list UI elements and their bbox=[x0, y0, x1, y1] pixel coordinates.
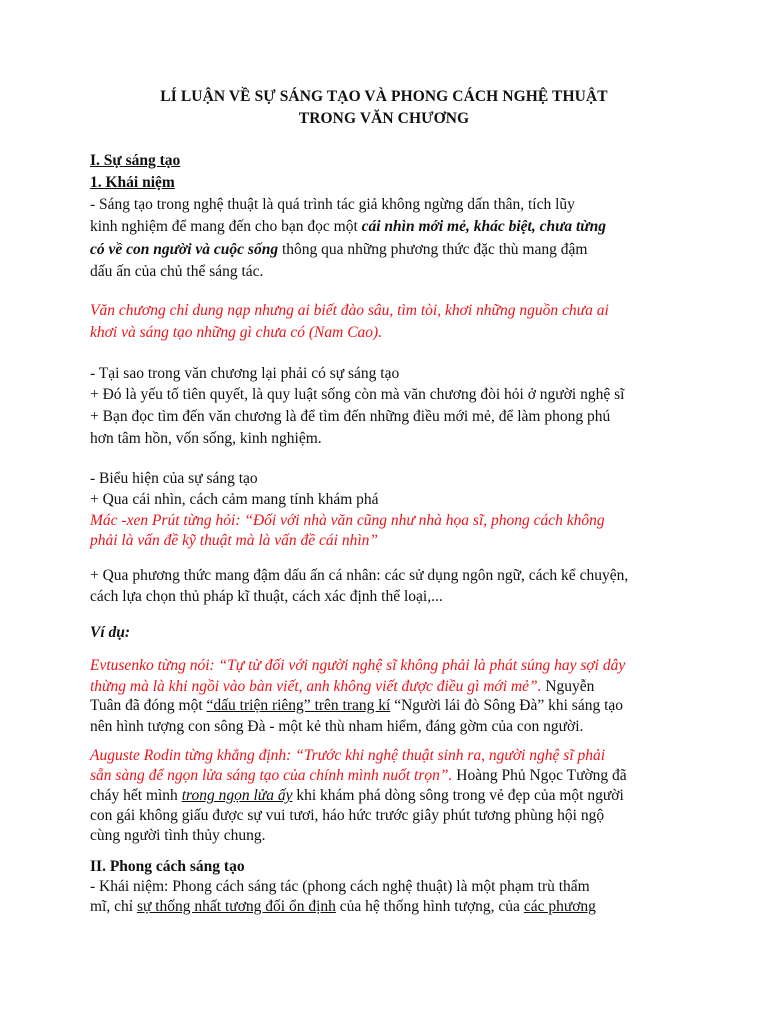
example-text: “Người lái đò Sông Đà” khi sáng tạo bbox=[390, 697, 624, 714]
document-title-line2: TRONG VĂN CHƯƠNG bbox=[298, 110, 470, 127]
section2-heading: II. Phong cách sáng tạo bbox=[90, 858, 245, 875]
style-underlined: các phương bbox=[523, 898, 596, 915]
subsection-heading: 1. Khái niệm bbox=[90, 174, 175, 191]
example-line bbox=[90, 696, 623, 716]
example-quote: thừng mà là khi ngồi vào bàn viết, anh không viết được điều gì mới mẻ”. bbox=[90, 678, 542, 695]
example-quote: sẵn sàng để ngọn lửa sáng tạo của chính mình nuốt trọn”. bbox=[90, 767, 453, 784]
example-text: Hoàng Phủ Ngọc Tường đã bbox=[452, 767, 627, 784]
why-item: hơn tâm hồn, vốn sống, kinh nghiệm. bbox=[90, 430, 322, 447]
example-underlined: “dấu triện riêng” trên trang kí bbox=[206, 697, 391, 714]
quote-line: phải là vấn đề kỹ thuật mà là vấn đề cái nhìn” bbox=[90, 532, 378, 549]
example-line: Evtusenko từng nói: “Tự từ đối với người nghệ sĩ không phải là phát súng hay sợi dây bbox=[90, 657, 626, 674]
method-line: cách lựa chọn thủ pháp kĩ thuật, cách xác định thể loại,... bbox=[90, 588, 443, 605]
quote-line: Mác -xen Prút từng hỏi: “Đối với nhà văn cũng như nhà họa sĩ, phong cách không bbox=[90, 512, 605, 529]
concept-emphasis: có về con người và cuộc sống bbox=[90, 241, 279, 258]
example-text: Tuân đã đóng một bbox=[90, 697, 207, 714]
concept-text: thông qua những phương thức đặc thù mang đậm bbox=[278, 241, 588, 258]
concept-line: - Sáng tạo trong nghệ thuật là quá trình tác giả không ngừng dấn thân, tích lũy bbox=[90, 196, 575, 213]
example-line bbox=[90, 786, 624, 806]
why-item: - Tại sao trong văn chương lại phải có sự sáng tạo bbox=[90, 365, 400, 382]
document-title-line1: LÍ LUẬN VỀ SỰ SÁNG TẠO VÀ PHONG CÁCH NGHỆ THUẬT bbox=[160, 88, 608, 105]
style-line bbox=[90, 897, 596, 917]
example-line: nên hình tượng con sông Đà - một kẻ thù nham hiểm, đáng gờm của con người. bbox=[90, 718, 584, 735]
concept-line: dấu ấn của chủ thể sáng tác. bbox=[90, 263, 264, 280]
concept-text: kinh nghiệm để mang đến cho bạn đọc một bbox=[90, 218, 362, 235]
example-line: con gái không giấu được sự vui tươi, háo hức trước giây phút tương phùng hội ngộ bbox=[90, 807, 605, 824]
method-line: + Qua phương thức mang đậm dấu ấn cá nhân: các sử dụng ngôn ngữ, cách kể chuyện, bbox=[90, 567, 629, 584]
style-text: mĩ, chỉ bbox=[90, 898, 137, 915]
example-text: cháy hết mình bbox=[90, 787, 182, 804]
example-text: khi khám phá dòng sông trong vẻ đẹp của một người bbox=[292, 787, 624, 804]
example-text: Nguyễn bbox=[541, 678, 595, 695]
example-underlined: trong ngọn lửa ấy bbox=[181, 787, 293, 804]
example-line: cùng người tình thủy chung. bbox=[90, 827, 266, 844]
why-item: + Bạn đọc tìm đến văn chương là để tìm đến những điều mới mẻ, để làm phong phú bbox=[90, 408, 611, 425]
expression-item: + Qua cái nhìn, cách cảm mang tính khám phá bbox=[90, 491, 379, 508]
quote-line: khơi và sáng tạo những gì chưa có (Nam Cao). bbox=[90, 324, 383, 341]
quote-line: Văn chương chỉ dung nạp nhưng ai biết đào sâu, tìm tòi, khơi những nguồn chưa ai bbox=[90, 302, 609, 319]
style-underlined: sự thống nhất tương đối ổn định bbox=[136, 898, 336, 915]
section1-heading: I. Sự sáng tạo bbox=[90, 152, 181, 169]
example-line bbox=[90, 766, 627, 786]
expression-item: - Biểu hiện của sự sáng tạo bbox=[90, 470, 258, 487]
concept-line bbox=[90, 240, 587, 260]
why-item: + Đó là yếu tố tiên quyết, là quy luật sống còn mà văn chương đòi hỏi ở người nghệ sĩ bbox=[90, 386, 625, 403]
style-text: của hệ thống hình tượng, của bbox=[335, 898, 524, 915]
concept-line bbox=[90, 217, 606, 237]
style-line: - Khái niệm: Phong cách sáng tác (phong cách nghệ thuật) là một phạm trù thẩm bbox=[90, 878, 590, 895]
example-label: Ví dụ: bbox=[90, 624, 131, 641]
example-line bbox=[90, 677, 594, 697]
example-line: Auguste Rodin từng khẳng định: “Trước khi nghệ thuật sinh ra, người nghệ sĩ phải bbox=[90, 747, 606, 764]
concept-emphasis: cái nhìn mới mẻ, khác biệt, chưa từng bbox=[361, 218, 606, 235]
